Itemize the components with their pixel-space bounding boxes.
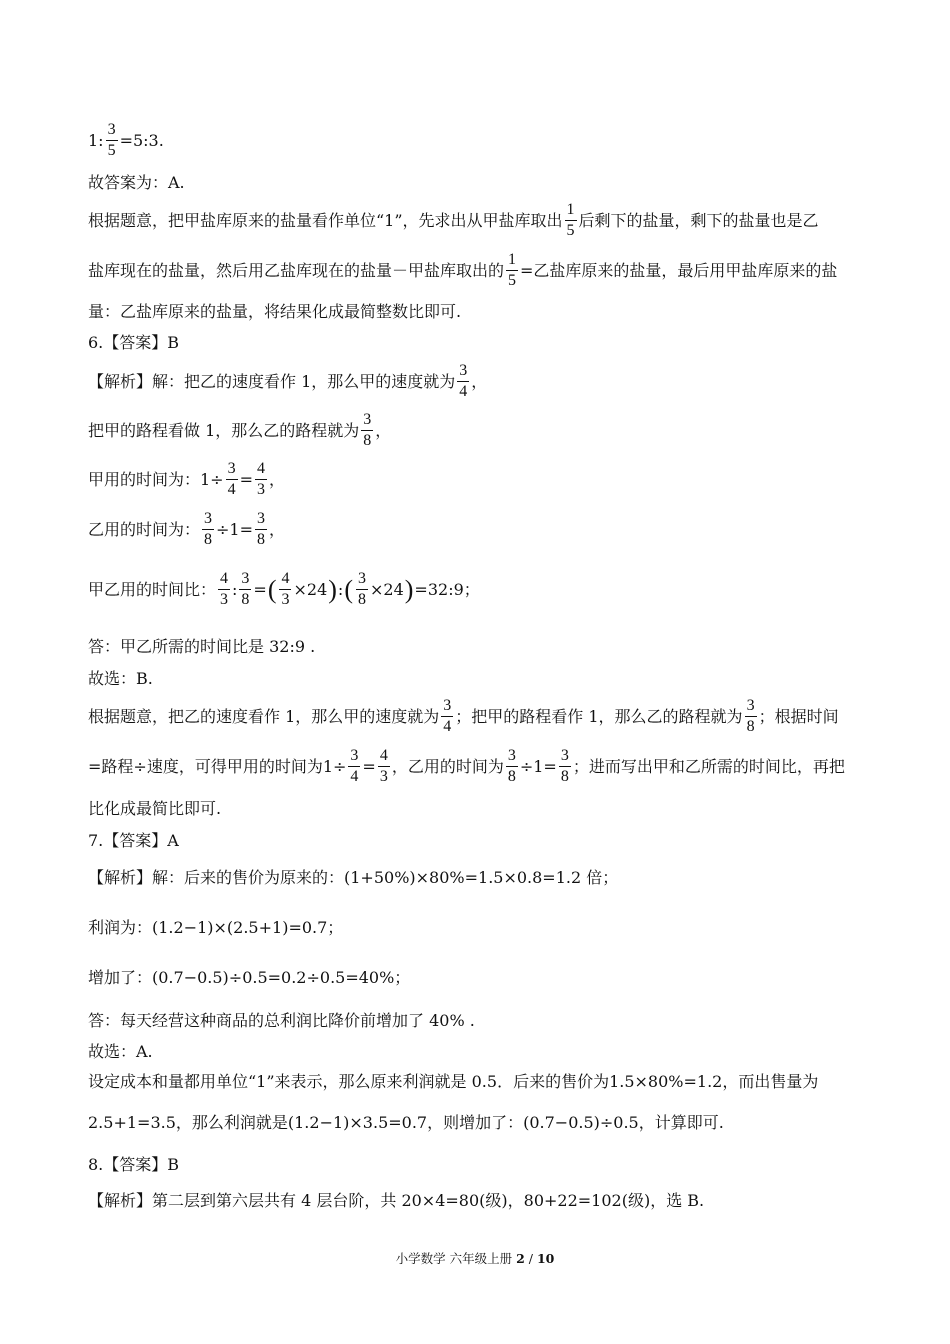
text: 1: — [88, 130, 104, 150]
answer-line: 故答案为：A. — [88, 173, 185, 192]
solution-line: 利润为：(1.2−1)×(2.5+1)=0.7； — [88, 918, 344, 937]
explanation-line: 设定成本和量都用单位“1”来表示，那么原来利润就是 0.5．后来的售价为1.5×80%=1.2，而出售量为 — [88, 1072, 819, 1091]
solution-line: 增加了：(0.7−0.5)÷0.5=0.2÷0.5=40%； — [88, 968, 411, 987]
page-separator: / — [524, 1251, 537, 1266]
solution-line: 把甲的路程看做 1，那么乙的路程就为 $\frac{3}{8}$ ， — [88, 411, 392, 449]
explanation-line: 2.5+1=3.5，那么利润就是(1.2−1)×3.5=0.7，则增加了：(0.7−0.5)÷0.5，计算即可. — [88, 1113, 724, 1132]
explanation-line: 盐库现在的盐量，然后用乙盐库现在的盐量－甲盐库取出的 $\frac{1}{5}$ =乙盐库原来的盐量，最后用甲盐库原来的盐 — [88, 251, 838, 289]
fraction: $\frac{1}{5}$ — [508, 251, 517, 289]
solution-line: 故选：B. — [88, 669, 153, 688]
question-8-answer: 8.【答案】B — [88, 1155, 180, 1174]
solution-line: 甲乙用的时间比： $\frac{4}{3}$ : $\frac{3}{8}$ = ( $\frac{4}{3}$ ×24 ) : ( $\frac{3}{8}$ ×24 ) =32:9； — [88, 570, 480, 608]
explanation-line: 根据题意，把甲盐库原来的盐量看作单位“1”，先求出从甲盐库取出 $\frac{1}{5}$ 后剩下的盐量，剩下的盐量也是乙 — [88, 201, 819, 239]
fraction: $\frac{3}{5}$ — [107, 121, 116, 159]
solution-line: 故选：A. — [88, 1042, 153, 1061]
text: =5:3. — [119, 130, 164, 150]
explanation-line: 量：乙盐库原来的盐量，将结果化成最简整数比即可. — [88, 302, 462, 321]
explanation-line: 根据题意，把乙的速度看作 1，那么甲的速度就为 $\frac{3}{4}$ ；把甲的路程看作 1，那么乙的路程就为 $\frac{3}{8}$ ；根据时间 — [88, 697, 839, 735]
solution-line: 【解析】解：后来的售价为原来的：(1+50%)×80%=1.5×0.8=1.2 倍； — [88, 868, 619, 887]
page-number: 2 — [516, 1251, 525, 1266]
solution-line: 【解析】第二层到第六层共有 4 层台阶，共 20×4=80(级)，80+22=102(级)，选 B. — [88, 1191, 705, 1210]
fraction: $\frac{1}{5}$ — [566, 201, 575, 239]
explanation-line: 比化成最简比即可. — [88, 799, 222, 818]
footer-text: 小学数学 六年级上册 — [395, 1251, 517, 1266]
solution-line: 答：甲乙所需的时间比是 32:9 . — [88, 637, 316, 656]
solution-line: 甲用的时间为：1÷ $\frac{3}{4}$ = $\frac{4}{3}$ ， — [88, 460, 286, 498]
equation-line — [88, 122, 164, 160]
solution-line: 答：每天经营这种商品的总利润比降价前增加了 40% . — [88, 1011, 475, 1030]
question-6-answer: 6.【答案】B — [88, 333, 180, 352]
page-footer — [0, 1249, 950, 1267]
solution-line: 【解析】解：把乙的速度看作 1，那么甲的速度就为 $\frac{3}{4}$ ， — [88, 362, 488, 400]
page-total: 10 — [536, 1251, 555, 1266]
solution-line: 乙用的时间为： $\frac{3}{8}$ ÷1= $\frac{3}{8}$ ， — [88, 510, 286, 548]
explanation-line: =路程÷速度，可得甲用的时间为1÷ $\frac{3}{4}$ = $\frac{4}{3}$ ，乙用的时间为 $\frac{3}{8}$ ÷1= $\frac{3}{8}$ ；进而写出甲和乙所需的时间比，再把 — [88, 747, 845, 785]
question-7-answer: 7.【答案】A — [88, 831, 179, 850]
